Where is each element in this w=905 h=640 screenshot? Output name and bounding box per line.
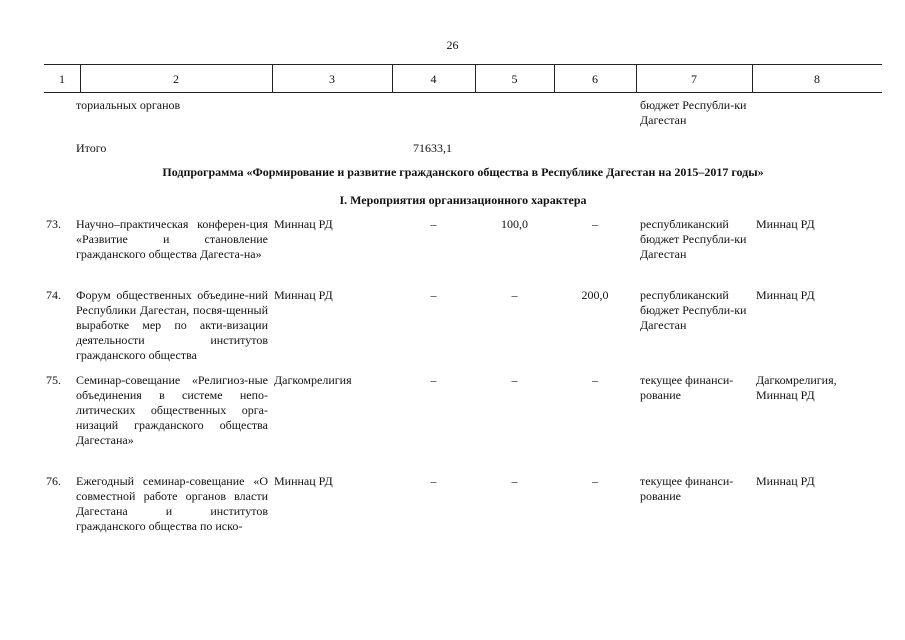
header-top-rule [44,64,882,65]
column-header-8: 8 [814,72,820,86]
row-number: 73. [46,217,61,231]
section-title: I. Мероприятия организационного характера [339,193,587,207]
row-source: республиканский бюджет Республи-ки Дагестан [640,288,747,332]
column-header-3: 3 [329,72,335,86]
row-2016: – [511,474,518,488]
row-source: текущее финанси-рование [640,373,734,402]
carryover-source: бюджет Республи-ки Дагестан [640,98,747,127]
row-executor: Миннац РД [274,217,333,231]
total-label: Итого [76,141,107,155]
row-2016: – [511,373,518,387]
row-2017: – [592,217,598,231]
row-executor: Миннац РД [274,288,333,302]
carryover-name: ториальных органов [76,98,181,112]
row-source: текущее финанси-рование [640,474,734,503]
row-2017: 200,0 [581,288,609,302]
row-2015: – [430,217,437,231]
column-header-6: 6 [592,72,598,86]
column-header-2: 2 [173,72,179,86]
total-value: 71633,1 [413,141,452,155]
row-2017: – [592,474,598,488]
column-header-5: 5 [511,72,518,86]
row-number: 75. [46,373,61,387]
row-2015: – [430,288,437,302]
row-responsible: Миннац РД [756,217,815,231]
page-number: 26 [446,38,459,52]
header-bottom-rule [44,92,882,93]
row-2017: – [592,373,598,387]
row-source: республиканский бюджет Республи-ки Дагестан [640,217,747,261]
row-2015: – [430,373,437,387]
row-responsible: Миннац РД [756,474,815,488]
row-number: 76. [46,474,61,488]
subprogram-title: Подпрограмма «Формирование и развитие гражданского общества в Республике Дагестан на 2015–2017 годы» [162,165,764,179]
row-executor: Миннац РД [274,474,333,488]
column-header-7: 7 [691,72,697,86]
row-responsible: Миннац РД [756,288,815,302]
row-responsible: Дагкомрелигия, Миннац РД [756,373,837,402]
row-name: Семинар-совещание «Религиоз-ные объединения в системе непо-литических общественных орга-низаций гражданского общества Дагестана» [76,373,268,447]
row-2016: 100,0 [501,217,528,231]
column-header-4: 4 [430,72,437,86]
row-name: Ежегодный семинар-совещание «О совместной работе органов власти Дагестана и институтов гражданского общества по иско- [76,474,268,533]
row-name: Научно–практическая конферен-ция «Развитие и становление гражданского общества Дагеста-на» [76,217,268,261]
row-number: 74. [46,288,61,302]
column-header-1: 1 [59,72,65,86]
row-2016: – [511,288,518,302]
row-executor: Дагкомрелигия [274,373,352,387]
row-name: Форум общественных объедине-ний Республики Дагестан, посвя-щенный выработке мер по акти-визации деятельности институтов гражданского общества [76,288,268,362]
row-2015: – [430,474,437,488]
